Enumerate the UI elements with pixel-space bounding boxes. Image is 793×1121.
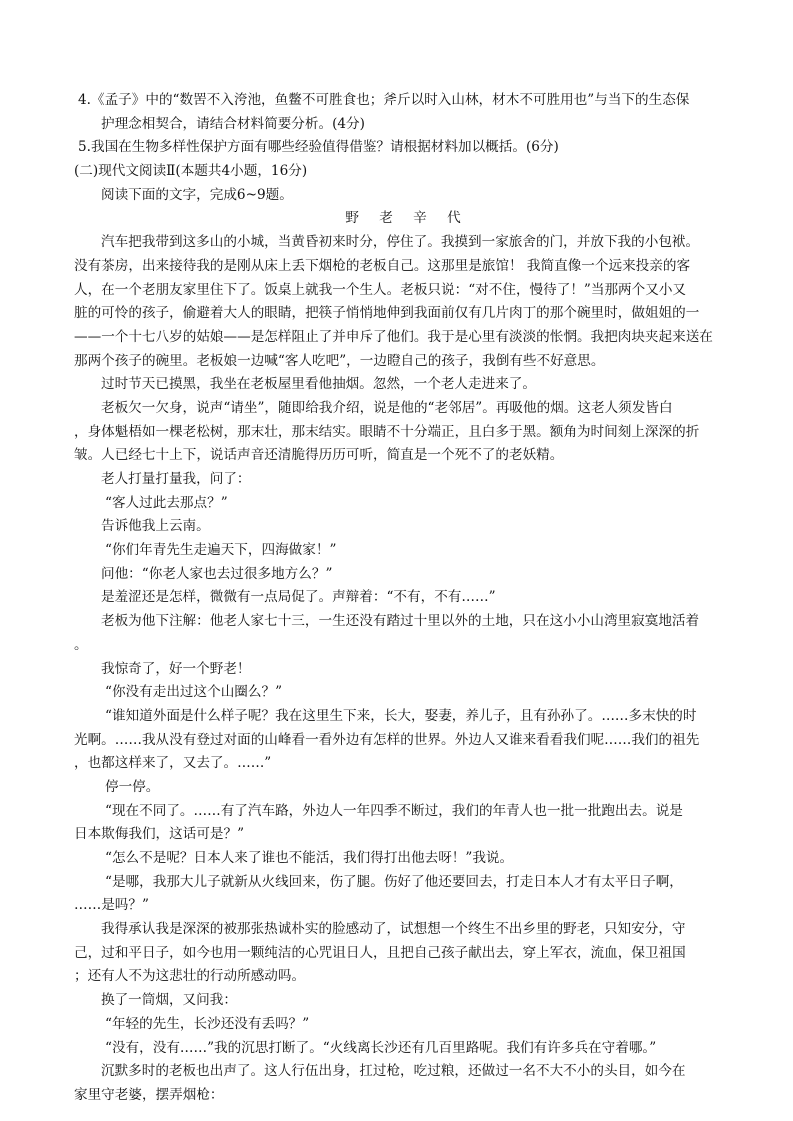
article-body xyxy=(74,231,724,1107)
article-line: 老板为他下注解：他老人家七十三，一生还没有踏过十里以外的土地，只在这小小山湾里寂寞地活着 xyxy=(101,613,700,630)
article-line: 沉默多时的老板也出声了。这人行伍出身，扛过枪，吃过粮，还做过一名不大不小的头目，如今在 xyxy=(101,1063,686,1080)
article-line: 老人打量打量我，问了： xyxy=(101,471,251,487)
article-line: 家里守老婆，摆弄烟枪： xyxy=(74,1086,224,1103)
article-line: 己，过和平日子，如今也用一颗纯洁的心咒诅日人，且把自己孩子献出去，穿上军衣，流血，保卫祖国 xyxy=(74,944,686,961)
article-line: “是哪，我那大儿子就新从火线回来，伤了腿。伤好了他还要回去，打走日本人才有太平日子啊， xyxy=(105,873,683,890)
article-line: “现在不同了。……有了汽车路，外边人一年四季不断过，我们的年青人也一批一批跑出去。说是 xyxy=(105,802,683,819)
section-instruction: 阅读下面的文字，完成6~9题。 xyxy=(101,186,293,203)
article-line: 是羞涩还是怎样，微微有一点局促了。声辩着：“不有，不有……” xyxy=(101,589,496,606)
article-line: ；还有人不为这悲壮的行动所感动吗。 xyxy=(74,968,306,985)
article-line: 我惊奇了，好一个野老！ xyxy=(101,660,251,677)
article-line: ……是吗？” xyxy=(74,897,149,914)
article-line: ，也都这样来了，又去了。……” xyxy=(74,755,272,772)
article-line: “怎么不是呢？日本人来了谁也不能活，我们得打出他去呀！”我说。 xyxy=(105,850,514,866)
text-column xyxy=(74,89,724,1108)
question-4-line-1: 4.《孟子》中的“数罟不入洿池，鱼鳖不可胜食也；斧斤以时入山林，材木不可胜用也”与当下的生态保 xyxy=(78,92,690,108)
article-title: 野 老 辛 代 xyxy=(345,210,469,227)
article-line: “没有，没有……”我的沉思打断了。“火线离长沙还有几百里路呢。我们有许多兵在守着哪。” xyxy=(105,1039,657,1056)
article-line: 换了一筒烟，又问我： xyxy=(101,992,237,1009)
article-line: “谁知道外面是什么样子呢？我在这里生下来，长大，娶妻，养儿子，且有孙孙了。……多末快的时 xyxy=(105,707,697,724)
article-line: ——一个十七八岁的姑娘——是怎样阻止了并申斥了他们。我于是心里有淡淡的怅惘。我把肉块夹起来送在 xyxy=(74,328,713,345)
question-5: 5.我国在生物多样性保护方面有哪些经验值得借鉴？请根据材料加以概括。(6分) xyxy=(78,139,559,156)
article-line: 问他：“你老人家也去过很多地方么？” xyxy=(101,565,333,582)
article-line: 日本欺侮我们，这话可是？” xyxy=(74,826,245,843)
article-line: 过时节天已摸黑，我坐在老板屋里看他抽烟。忽然，一个老人走进来了。 xyxy=(101,376,536,393)
article-line: 光啊。……我从没有登过对面的山峰看一看外边有怎样的世界。外边人又谁来看看我们呢……我们的祖先 xyxy=(74,731,700,748)
article-line: 脏的可怜的孩子，偷避着大人的眼睛，把筷子悄悄地伸到我面前仅有几片肉丁的那个碗里时，做姐姐的一 xyxy=(74,305,700,322)
article-line: 没有茶房，出来接待我的是刚从床上丢下烟枪的老板自己。这那里是旅馆！ 我简直像一个远来投亲的客 xyxy=(74,257,691,274)
article-line: 老板欠一欠身，说声“请坐”，随即给我介绍，说是他的“老邻居”。再吸他的烟。这老人须发皆白 xyxy=(101,399,673,416)
article-line: “年轻的先生，长沙还没有丢吗？” xyxy=(105,1015,310,1032)
article-line: 。 xyxy=(74,636,88,653)
article-line: 皱。人已经七十上下，说话声音还清脆得历历可听，简直是一个死不了的老妖精。 xyxy=(74,447,564,464)
article-line: 告诉他我上云南。 xyxy=(101,518,210,535)
article-line: 人，在一个老朋友家里住下了。饭桌上就我一个生人。老板只说：“对不住，慢待了！”当那两个又小又 xyxy=(74,281,687,298)
article-line: “你们年青先生走遍天下，四海做家！” xyxy=(105,542,337,559)
question-4-line-2: 护理念相契合，请结合材料简要分析。(4分) xyxy=(101,115,365,132)
article-line: 我得承认我是深深的被那张热诚朴实的脸感动了，试想想一个终生不出乡里的野老，只知安分，守 xyxy=(101,921,686,938)
article-line: 汽车把我带到这多山的小城，当黄昏初来时分，停住了。我摸到一家旅舍的门，并放下我的小包袱。 xyxy=(101,234,700,251)
section-header: (二)现代文阅读Ⅱ(本题共4小题，16分) xyxy=(74,163,308,180)
article-line: ，身体魁梧如一棵老松树，那末壮，那末结实。眼睛不十分端正，且白多于黑。额角为时间刻上深深的折 xyxy=(74,423,700,440)
article-line: “客人过此去那点？” xyxy=(105,494,228,511)
article-line: “你没有走出过这个山圈么？” xyxy=(105,684,283,701)
article-line: 那两个孩子的碗里。老板娘一边喊“客人吃吧”，一边瞪自己的孩子，我倒有些不好意思。 xyxy=(74,352,605,369)
article-line: 停一停。 xyxy=(105,778,160,795)
